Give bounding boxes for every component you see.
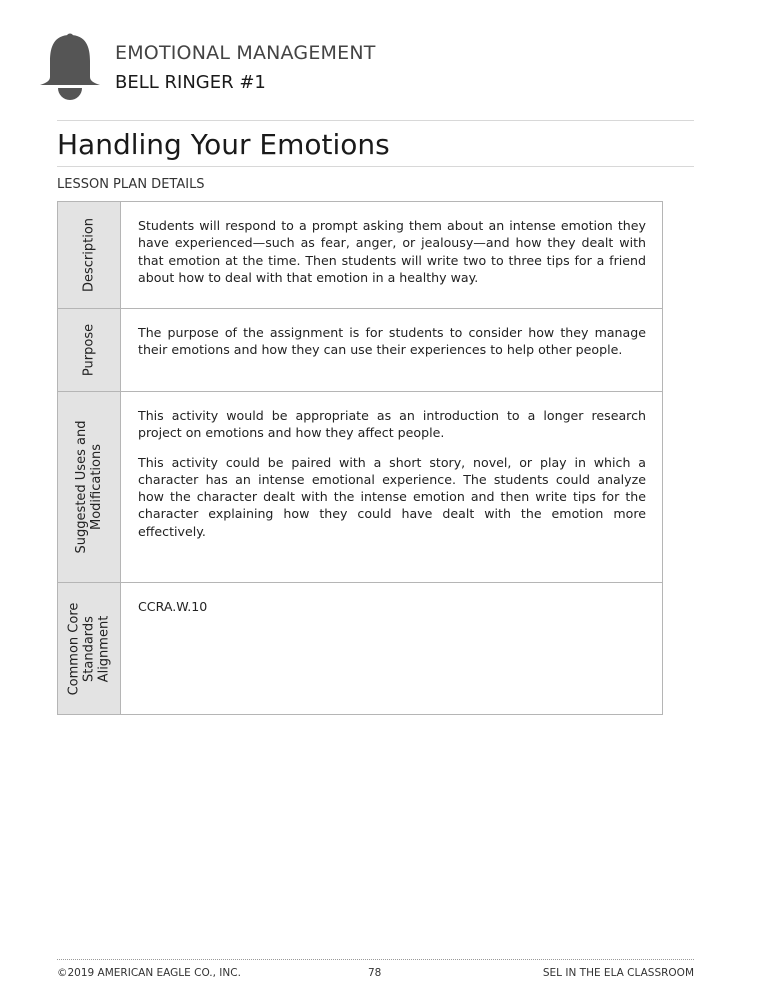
footer-copyright: ©2019 AMERICAN EAGLE CO., INC. [57, 967, 241, 979]
paragraph: CCRA.W.10 [138, 599, 208, 614]
label-line: Alignment [96, 615, 112, 682]
label-line: Suggested Uses and [74, 420, 89, 554]
page-title: Handling Your Emotions [57, 128, 390, 161]
divider [57, 120, 694, 121]
table-row-description [58, 202, 663, 309]
table-row-standards [58, 583, 663, 715]
page-number: 78 [368, 967, 382, 979]
row-content [121, 202, 663, 309]
divider [57, 166, 694, 167]
row-label-cell [58, 583, 121, 715]
lesson-plan-table [57, 201, 663, 715]
category-heading: EMOTIONAL MANAGEMENT [115, 42, 376, 64]
row-label [74, 421, 104, 554]
bell-icon [38, 33, 102, 101]
paragraph: The purpose of the assignment is for students to consider how they manage their emotions and how they can use their experiences to help other people. [138, 325, 646, 358]
row-content [121, 392, 663, 583]
table-row-purpose [58, 309, 663, 392]
footer-divider [57, 959, 694, 960]
row-label: Purpose [81, 323, 97, 377]
row-content [121, 309, 663, 392]
footer-book-title: SEL IN THE ELA CLASSROOM [542, 967, 694, 979]
table-row-suggested-uses [58, 392, 663, 583]
label-line: Modifications [89, 444, 104, 531]
row-label-cell [58, 202, 121, 309]
label-line: Common Core [66, 602, 82, 695]
row-label: Description [81, 217, 97, 293]
label-line: Standards [81, 615, 97, 682]
row-label-cell [58, 309, 121, 392]
paragraph: This activity could be paired with a short story, novel, or play in which a character has an intense emotional experience. The students could analyze how the character dealt with the intense emotion and then write tips for the character explaining how they could have dealt with the emotion more effectively. [138, 454, 646, 539]
paragraph: This activity would be appropriate as an introduction to a longer research project on emotions and how they affect people. [138, 408, 646, 441]
paragraph: Students will respond to a prompt asking them about an intense emotion they have experienced—such as fear, anger, or jealousy—and how they dealt with that emotion at the time. Then students will write two to three tips for a friend about how to deal with that emotion in a healthy way. [138, 218, 646, 285]
row-label [67, 602, 112, 695]
row-label-cell [58, 392, 121, 583]
row-content [121, 583, 663, 715]
bell-ringer-number: BELL RINGER #1 [115, 72, 266, 93]
section-label: LESSON PLAN DETAILS [57, 177, 205, 192]
